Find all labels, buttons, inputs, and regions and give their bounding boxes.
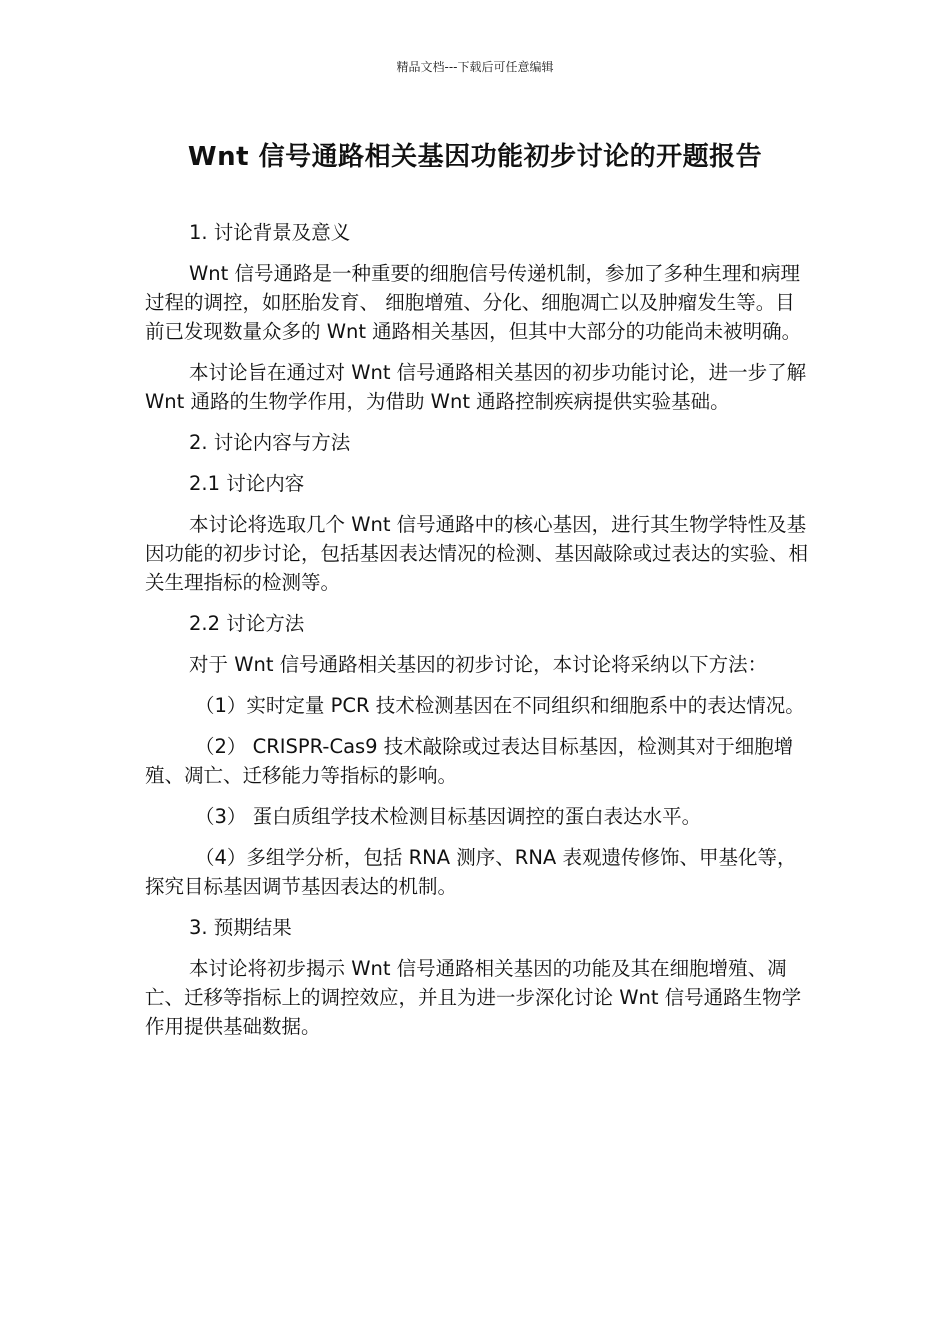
document-body [145,218,810,1053]
paragraph-background: Wnt 信号通路是一种重要的细胞信号传递机制，参加了多种生理和病理过程的调控，如胚胎发育、 细胞增殖、分化、细胞凋亡以及肿瘤发生等。目前已发现数量众多的 Wnt 通路相关基因，但其中大部分的功能尚未被明确。 [145,262,802,343]
paragraph-aim: 本讨论旨在通过对 Wnt 信号通路相关基因的初步功能讨论，进一步了解 Wnt 通路的生物学作用，为借助 Wnt 通路控制疾病提供实验基础。 [145,361,807,413]
paragraph-method-intro: 对于 Wnt 信号通路相关基因的初步讨论，本讨论将采纳以下方法： [189,653,768,676]
document-title: Wnt 信号通路相关基因功能初步讨论的开题报告 [187,142,763,172]
paragraph-content: 本讨论将选取几个 Wnt 信号通路中的核心基因，进行其生物学特性及基因功能的初步讨论，包括基因表达情况的检测、基因敲除或过表达的实验、相关生理指标的检测等。 [145,513,809,594]
method-item-1: （1）实时定量 PCR 技术检测基因在不同组织和细胞系中的表达情况。 [195,694,805,717]
header-note: 精品文档---下载后可任意编辑 [396,60,554,74]
section-heading-content-method: 2. 讨论内容与方法 [189,431,351,454]
method-item-2: （2） CRISPR-Cas9 技术敲除或过表达目标基因，检测其对于细胞增殖、凋亡、迁移能力等指标的影响。 [145,735,794,787]
section-heading-background: 1. 讨论背景及意义 [189,221,351,244]
paragraph-expected-results: 本讨论将初步揭示 Wnt 信号通路相关基因的功能及其在细胞增殖、凋亡、迁移等指标上的调控效应，并且为进一步深化讨论 Wnt 信号通路生物学作用提供基础数据。 [145,957,802,1038]
method-item-4: （4）多组学分析，包括 RNA 测序、RNA 表观遗传修饰、甲基化等，探究目标基因调节基因表达的机制。 [145,846,797,898]
subsection-heading-method: 2.2 讨论方法 [189,612,305,635]
section-heading-expected-results: 3. 预期结果 [189,916,292,939]
subsection-heading-content: 2.1 讨论内容 [189,472,305,495]
method-item-3: （3） 蛋白质组学技术检测目标基因调控的蛋白表达水平。 [195,805,702,828]
